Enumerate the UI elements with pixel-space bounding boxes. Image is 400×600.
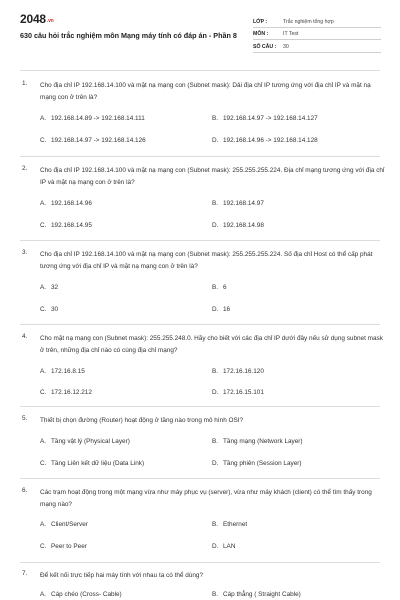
question-text: Cho địa chỉ IP 192.168.14.100 và mặt nạ mạng con (Subnet mask): 255.255.255.224. Địa chỉ mạng tương ứng với địa chỉ IP và mặt nạ mạng con ở trên là?: [40, 167, 385, 186]
option-d[interactable]: D. Tầng phiên (Session Layer): [212, 460, 302, 467]
divider: [20, 240, 380, 241]
site-logo[interactable]: 2048.vn: [20, 12, 54, 26]
option-d[interactable]: D. 172.16.15.101: [212, 389, 264, 396]
option-d[interactable]: D. 192.168.14.98: [212, 222, 264, 229]
question-text: Cho địa chỉ IP 192.168.14.100 và mặt nạ mạng con (Subnet mask): 255.255.255.224. Số địa chỉ Host có thể cấp phát tương ứng với địa chỉ IP và mặt nạ mạng con ở trên là?: [40, 251, 373, 270]
option-b[interactable]: B. Ethernet: [212, 521, 248, 528]
document-title: 630 câu hỏi trắc nghiệm môn Mạng máy tính có đáp án - Phần 8: [20, 31, 237, 40]
option-a[interactable]: A. 192.168.14.96: [40, 200, 92, 207]
question-number: 1.: [22, 80, 28, 87]
option-b[interactable]: B. 6: [212, 284, 227, 291]
divider: [20, 324, 380, 325]
option-d[interactable]: D. LAN: [212, 543, 236, 550]
option-a[interactable]: A. Tầng vật lý (Physical Layer): [40, 438, 130, 445]
option-a[interactable]: A. 172.16.8.15: [40, 368, 85, 375]
question-text: Cho địa chỉ IP 192.168.14.100 và mặt nạ mạng con (Subnet mask): Dải địa chỉ IP tương ứng với địa chỉ IP và mặt nạ mạng con ở trên là?: [40, 82, 371, 101]
option-b[interactable]: B. 192.168.14.97 -> 192.168.14.127: [212, 115, 318, 122]
question-number: 3.: [22, 249, 28, 256]
option-b[interactable]: B. Tầng mạng (Network Layer): [212, 438, 303, 445]
option-a[interactable]: A. 32: [40, 284, 59, 291]
divider: [20, 562, 380, 563]
question-number: 6.: [22, 487, 28, 494]
page-header: [0, 0, 400, 64]
meta-row-count: SỐ CÂU : 30: [253, 40, 381, 53]
option-a[interactable]: A. Client/Server: [40, 521, 88, 528]
divider: [20, 156, 380, 157]
divider: [20, 478, 380, 479]
question-number: 4.: [22, 333, 28, 340]
question-text: Các trạm hoạt động trong một mạng vừa như máy phục vụ (server), vừa như máy khách (client) có thể tìm thấy trong mạng nào?: [40, 489, 372, 508]
option-b[interactable]: B. 192.168.14.97: [212, 200, 264, 207]
option-c[interactable]: C. 192.168.14.97 -> 192.168.14.126: [40, 137, 146, 144]
question-number: 5.: [22, 415, 28, 422]
option-c[interactable]: C. 30: [40, 306, 59, 313]
question-text: Cho mặt nạ mạng con (Subnet mask): 255.255.248.0. Hãy cho biết với các địa chỉ IP dưới đây nếu sử dụng subnet mask ở trên, những địa chỉ nào có cùng địa chỉ mạng?: [40, 335, 383, 354]
option-c[interactable]: C. 192.168.14.95: [40, 222, 92, 229]
option-d[interactable]: D. 16: [212, 306, 231, 313]
meta-table: [253, 15, 381, 53]
meta-row-subject: MÔN : IT Test: [253, 28, 381, 41]
question-text: Thiết bị chọn đường (Router) hoạt động ở tầng nào trong mô hình OSI?: [40, 417, 244, 424]
divider: [20, 406, 380, 407]
option-b[interactable]: B. Cáp thẳng ( Straight Cable): [212, 591, 301, 598]
question-number: 7.: [22, 570, 28, 577]
question-text: Để kết nối trực tiếp hai máy tính với nhau ta có thể dùng?: [40, 572, 204, 579]
divider: [20, 70, 380, 71]
option-c[interactable]: C. Peer to Peer: [40, 543, 87, 550]
option-c[interactable]: C. 172.16.12.212: [40, 389, 92, 396]
option-b[interactable]: B. 172.16.16.120: [212, 368, 264, 375]
option-c[interactable]: C. Tầng Liên kết dữ liệu (Data Link): [40, 460, 145, 467]
option-a[interactable]: A. 192.168.14.89 -> 192.168.14.111: [40, 115, 145, 122]
question-number: 2.: [22, 165, 28, 172]
option-a[interactable]: A. Cáp chéo (Cross- Cable): [40, 591, 122, 598]
option-d[interactable]: D. 192.168.14.96 -> 192.168.14.128: [212, 137, 318, 144]
meta-row-class: LỚP : Trắc nghiệm tổng hợp: [253, 15, 381, 28]
